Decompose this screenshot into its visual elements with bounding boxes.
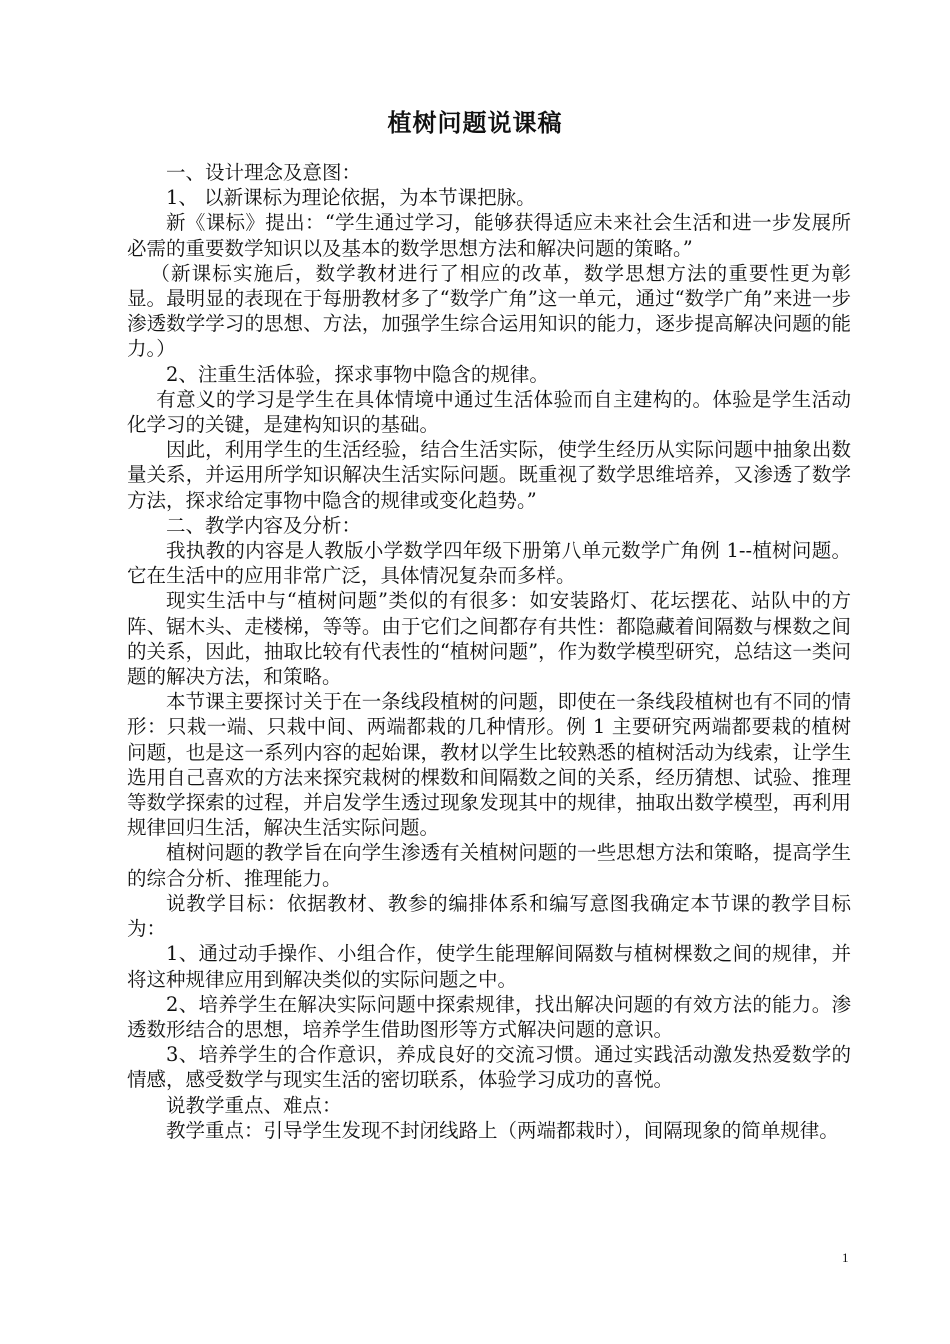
paragraph-point-1: 1、 以新课标为理论依据，为本节课把脉。	[166, 186, 536, 210]
paragraph-life-experience: 因此，利用学生的生活经验，结合生活实际，使学生经历从实际问题中抽象出数量关系，并运用所学知识解决生活实际问题。既重视了数学思维培养，又渗透了数学方法，探求给定事物中隐含的规律或变化趋势。”	[127, 438, 851, 512]
paragraph-real-life-examples: 现实生活中与“植树问题”类似的有很多：如安装路灯、花坛摆花、站队中的方阵、锯木头、走楼梯，等等。由于它们之间都存有共性：都隐藏着间隔数与棵数之间的关系，因此，抽取比较有代表性的“植树问题”，作为数学模型研究，总结这一类问题的解决方法，和策略。	[127, 589, 851, 689]
paragraph-teaching-goals-intro: 说教学目标：依据教材、教参的编排体系和编写意图我确定本节课的教学目标为：	[127, 891, 851, 941]
paragraph-goal-2: 2、培养学生在解决实际问题中探索规律，找出解决问题的有效方法的能力。渗透数形结合的思想，培养学生借助图形等方式解决问题的意识。	[127, 992, 851, 1041]
document-title: 植树问题说课稿	[387, 108, 563, 137]
paragraph-teaching-purpose: 植树问题的教学旨在向学生渗透有关植树问题的一些思想方法和策略，提高学生的综合分析、推理能力。	[127, 841, 851, 890]
paragraph-point-2: 2、注重生活体验，探求事物中隐含的规律。	[166, 362, 549, 386]
paragraph-key-point: 教学重点：引导学生发现不封闭线路上（两端都栽时），间隔现象的简单规律。	[166, 1118, 839, 1142]
paragraph-curriculum-note: （新课标实施后，数学教材进行了相应的改革，数学思想方法的重要性更为彰显。最明显的表现在于每册教材多了“数学广角”这一单元，通过“数学广角”来进一步渗透数学学习的思想、方法，加强学生综合运用知识的能力，逐步提高解决问题的能力。）	[127, 261, 851, 361]
section-heading-design-concept: 一、设计理念及意图：	[166, 161, 362, 184]
paragraph-meaningful-learning: 有意义的学习是学生在具体情境中通过生活体验而自主建构的。体验是学生活动化学习的关键，是建构知识的基础。	[127, 387, 851, 437]
paragraph-key-points-heading: 说教学重点、难点：	[166, 1093, 342, 1117]
paragraph-goal-3: 3、培养学生的合作意识，养成良好的交流习惯。通过实践活动激发热爱数学的情感，感受数学与现实生活的密切联系，体验学习成功的喜悦。	[127, 1043, 851, 1092]
paragraph-goal-1: 1、通过动手操作、小组合作，使学生能理解间隔数与植树棵数之间的规律，并将这种规律应用到解决类似的实际问题之中。	[127, 942, 851, 991]
page-number: 1	[842, 1250, 849, 1265]
section-heading-content-analysis: 二、教学内容及分析：	[166, 513, 362, 537]
paragraph-teaching-content: 我执教的内容是人教版小学数学四年级下册第八单元数学广角例 1--植树问题。它在生活中的应用非常广泛，具体情况复杂而多样。	[127, 539, 851, 588]
paragraph-curriculum-quote: 新《课标》提出：“学生通过学习，能够获得适应未来社会生活和进一步发展所必需的重要数学知识以及基本的数学思想方法和解决问题的策略。”	[127, 211, 851, 260]
document-body	[127, 160, 851, 1143]
paragraph-lesson-focus: 本节课主要探讨关于在一条线段植树的问题，即使在一条线段植树也有不同的情形：只栽一端、只栽中间、两端都栽的几种情形。例 1 主要研究两端都要栽的植树问题，也是这一系列内容的起始课，教材以学生比较熟悉的植树活动为线索，让学生选用自己喜欢的方法来探究栽树的棵数和间隔数之间的关系，经历猜想、试验、推理等数学探索的过程，并启发学生透过现象发现其中的规律，抽取出数学模型，再利用规律回归生活，解决生活实际问题。	[127, 690, 851, 840]
